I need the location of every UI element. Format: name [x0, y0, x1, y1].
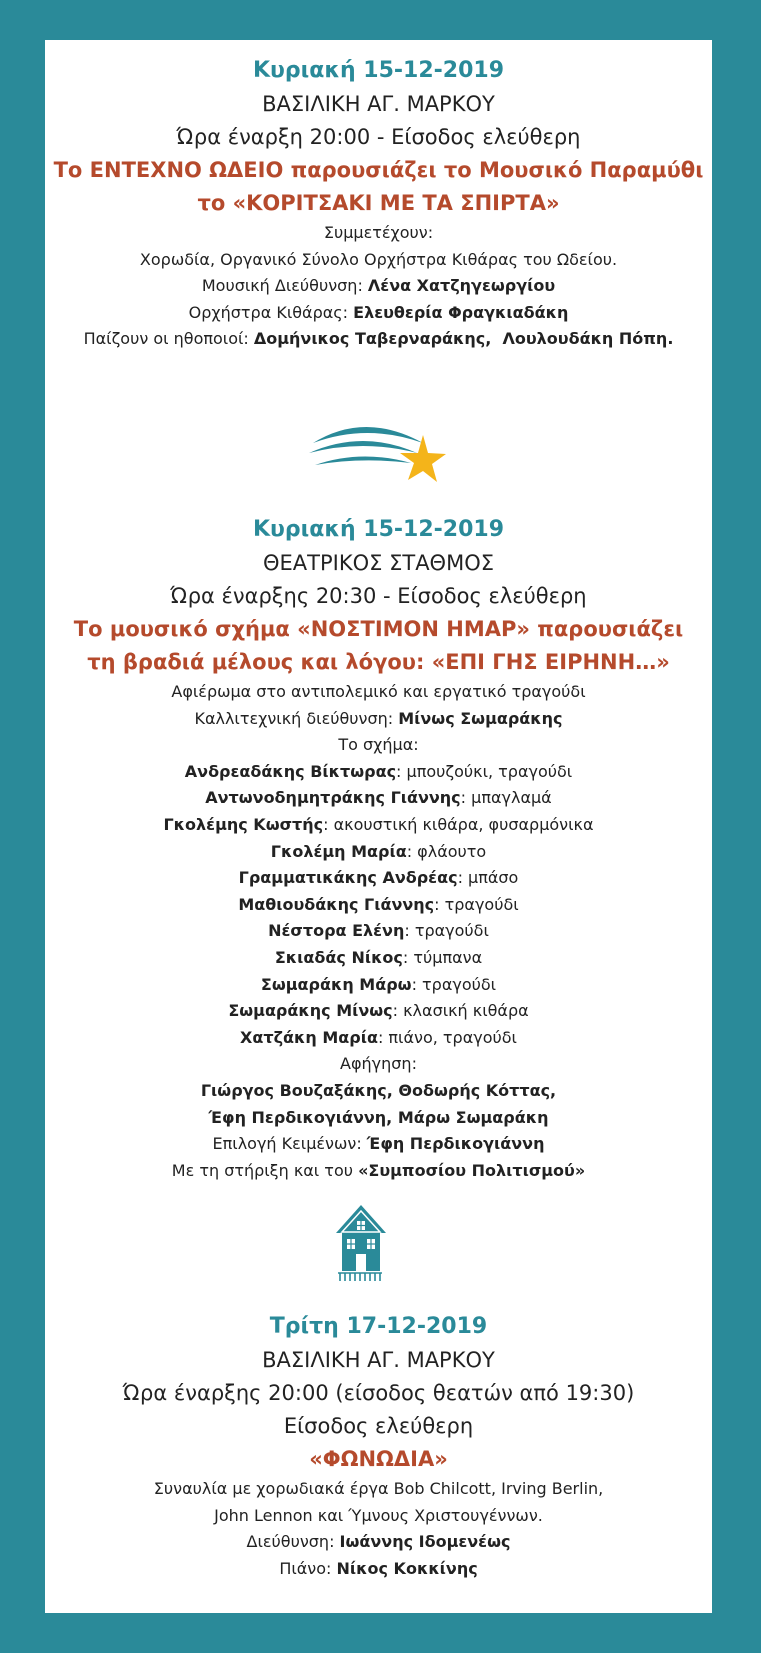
credit-line: [45, 326, 712, 353]
event-time: Ώρα έναρξης 20:30 - Είσοδος ελεύθερη: [170, 584, 587, 608]
credit-name: Μίνως Σωμαράκης: [398, 708, 563, 728]
credit-line: [45, 300, 712, 327]
member-line: [45, 839, 712, 866]
credit-label: Μουσική Διεύθυνση:: [201, 276, 368, 296]
member-line: [45, 945, 712, 972]
event-headline: τη βραδιά μέλους και λόγου: «ΕΠΙ ΓΗΣ ΕΙΡΗΝΗ…»: [87, 650, 670, 674]
member-line: [45, 785, 712, 812]
credit-name: Ιωάννης Ιδομενέως: [339, 1532, 511, 1552]
member-line: [45, 1025, 712, 1052]
member-line: [45, 918, 712, 945]
member-role: : μπάσο: [457, 868, 519, 888]
event-date: Τρίτη 17-12-2019: [269, 1314, 488, 1339]
house-icon: [332, 1203, 390, 1283]
member-list: [45, 759, 712, 1052]
member-role: : φλάουτο: [406, 841, 487, 861]
tribute: Αφιέρωμα στο αντιπολεμικό και εργατικό τραγούδι: [171, 682, 586, 701]
event-1: [45, 54, 712, 353]
member-line: [45, 759, 712, 786]
credit-label: Καλλιτεχνική διεύθυνση:: [194, 708, 399, 728]
event-description: Συναυλία με χορωδιακά έργα Bob Chilcott, Irving Berlin,: [153, 1479, 604, 1498]
member-name: Γκολέμης Κωστής: [163, 814, 324, 834]
member-role: : κλασική κιθάρα: [392, 1001, 529, 1021]
narration-label: Αφήγηση:: [340, 1054, 417, 1074]
event-headline: το «ΚΟΡΙΤΣΑΚΙ ΜΕ ΤΑ ΣΠΙΡΤΑ»: [197, 191, 560, 215]
member-role: : τραγούδι: [411, 974, 497, 994]
member-line: [45, 892, 712, 919]
credit-name: Λένα Χατζηγεωργίου: [367, 276, 556, 296]
narrator-names: Έφη Περδικογιάννη, Μάρω Σωμαράκη: [208, 1107, 549, 1127]
credit-label: Ορχήστρα Κιθάρας:: [188, 302, 354, 322]
ensemble-label: Το σχήμα:: [338, 735, 419, 755]
member-name: Μαθιουδάκης Γιάννης: [238, 894, 435, 914]
credit-label: Επιλογή Κειμένων:: [212, 1134, 367, 1154]
member-name: Σωμαράκης Μίνως: [228, 1001, 393, 1021]
program-panel: [45, 40, 712, 1613]
shooting-star-icon: [305, 393, 455, 513]
event-3: [45, 1310, 712, 1582]
member-role: : μπουζούκι, τραγούδι: [396, 761, 573, 781]
member-line: [45, 998, 712, 1025]
participants-label: Συμμετέχουν:: [323, 223, 434, 242]
member-name: Νέστορα Ελένη: [268, 921, 405, 941]
event-venue: ΘΕΑΤΡΙΚΟΣ ΣΤΑΘΜΟΣ: [263, 551, 494, 575]
event-description: John Lennon και Ύμνους Χριστουγέννων.: [214, 1505, 543, 1525]
event-headline: «ΦΩΝΩΔΙΑ»: [309, 1447, 448, 1471]
credit-line: [45, 1131, 712, 1158]
credit-line: [45, 1529, 712, 1556]
member-name: Αντωνοδημητράκης Γιάννης: [205, 788, 461, 808]
narrators: [45, 1105, 712, 1132]
event-venue: ΒΑΣΙΛΙΚΗ ΑΓ. ΜΑΡΚΟΥ: [262, 92, 495, 116]
event-entry: Είσοδος ελεύθερη: [283, 1414, 474, 1438]
member-line: [45, 865, 712, 892]
member-line: [45, 812, 712, 839]
member-role: : ακουστική κιθάρα, φυσαρμόνικα: [323, 814, 594, 834]
member-name: Ανδρεαδάκης Βίκτωρας: [184, 761, 397, 781]
event-venue: ΒΑΣΙΛΙΚΗ ΑΓ. ΜΑΡΚΟΥ: [262, 1348, 495, 1372]
member-role: : τραγούδι: [434, 894, 519, 914]
member-name: Γκολέμη Μαρία: [270, 841, 407, 861]
narrator-names: Γιώργος Βουζαξάκης, Θοδωρής Κόττας,: [200, 1080, 557, 1100]
member-name: Χατζάκη Μαρία: [240, 1027, 378, 1047]
credit-name: «Συμποσίου Πολιτισμού»: [358, 1160, 586, 1180]
member-role: : μπαγλαμά: [460, 788, 552, 808]
event-time: Ώρα έναρξης 20:00 (είσοδος θεατών από 19:30): [122, 1381, 635, 1405]
credit-name: Δομήνικος Ταβερναράκης, Λουλουδάκη Πόπη.: [253, 329, 674, 349]
member-role: : τραγούδι: [404, 921, 489, 941]
member-role: : πιάνο, τραγούδι: [377, 1027, 517, 1047]
credit-line: [45, 1556, 712, 1583]
event-2: [45, 513, 712, 1184]
participants: Χορωδία, Οργανικό Σύνολο Ορχήστρα Κιθάρας του Ωδείου.: [139, 249, 618, 269]
event-headline: Το μουσικό σχήμα «ΝΟΣΤΙΜΟΝ ΗΜΑΡ» παρουσιάζει: [73, 617, 684, 641]
event-date: Κυριακή 15-12-2019: [252, 517, 504, 542]
credit-label: Διεύθυνση:: [246, 1532, 340, 1552]
event-date: Κυριακή 15-12-2019: [252, 58, 504, 83]
member-name: Σκιαδάς Νίκος: [274, 947, 403, 967]
event-headline: Το ΕΝΤΕΧΝΟ ΩΔΕΙΟ παρουσιάζει το Μουσικό Παραμύθι: [53, 158, 704, 182]
event-time: Ώρα έναρξη 20:00 - Είσοδος ελεύθερη: [176, 125, 581, 149]
support-line: [45, 1158, 712, 1185]
credit-label: Πιάνο:: [279, 1558, 337, 1578]
narrators: [45, 1078, 712, 1105]
credit-name: Ελευθερία Φραγκιαδάκη: [353, 302, 569, 322]
member-name: Γραμματικάκης Ανδρέας: [238, 868, 458, 888]
credit-label: Παίζουν οι ηθοποιοί:: [83, 329, 254, 349]
member-role: : τύμπανα: [402, 947, 483, 967]
member-line: [45, 972, 712, 999]
member-name: Σωμαράκη Μάρω: [260, 974, 412, 994]
credit-label: Με τη στήριξη και του: [171, 1160, 359, 1180]
credit-name: Έφη Περδικογιάννη: [366, 1134, 545, 1154]
credit-name: Νίκος Κοκκίνης: [336, 1558, 478, 1578]
credit-line: [45, 706, 712, 733]
credit-line: [45, 273, 712, 300]
